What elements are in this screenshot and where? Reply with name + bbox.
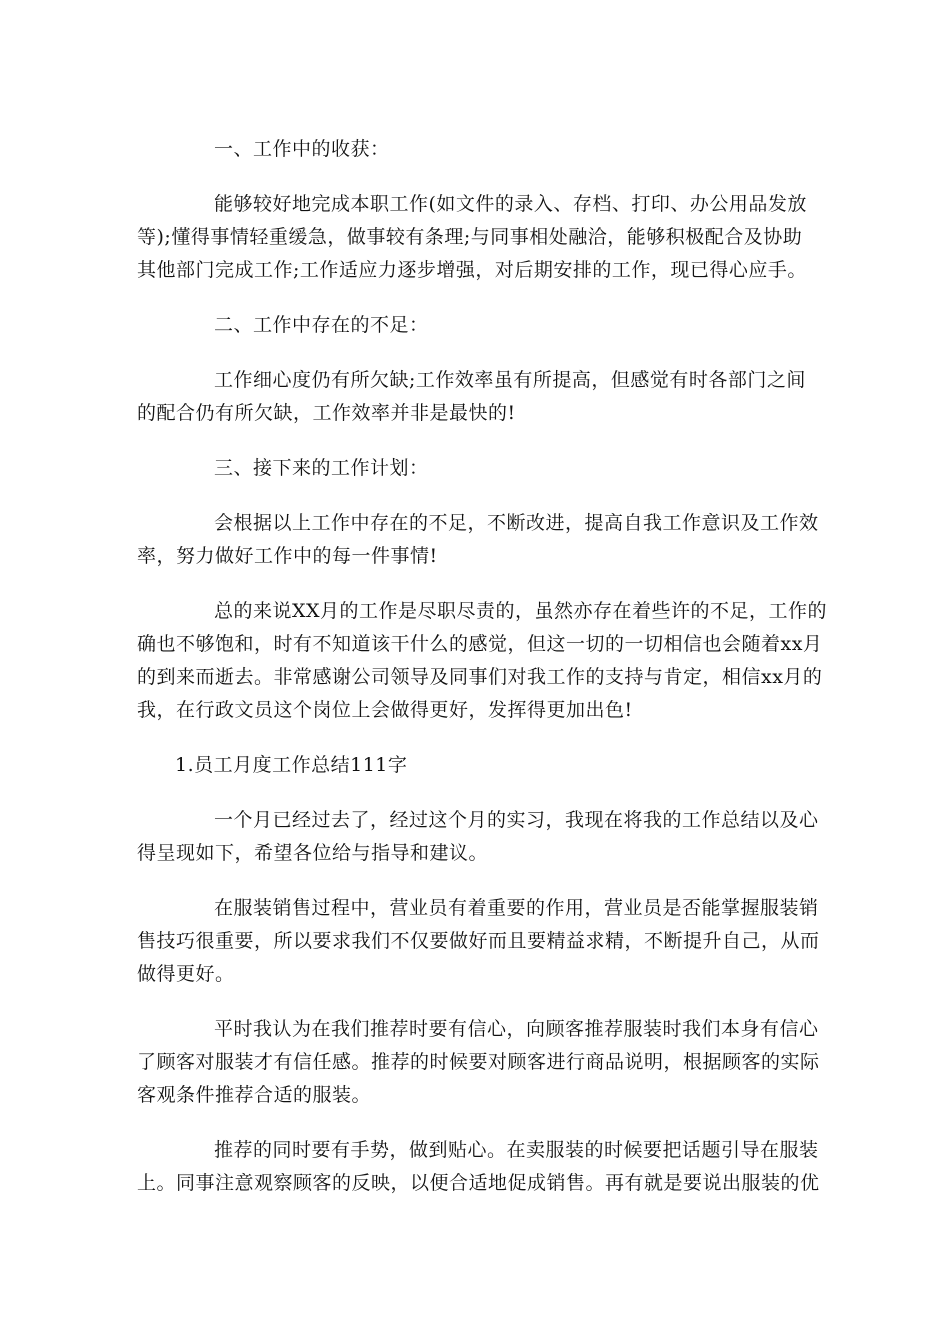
numbered-heading: 1.员工月度工作总结111字 <box>175 754 408 776</box>
paragraph-line: 率，努力做好工作中的每一件事情! <box>137 545 438 567</box>
paragraph-line: 得呈现如下，希望各位给与指导和建议。 <box>137 842 489 864</box>
paragraph-line: 在服装销售过程中，营业员有着重要的作用，营业员是否能掌握服装销 <box>214 897 819 919</box>
paragraph-line: 一个月已经过去了，经过这个月的实习，我现在将我的工作总结以及心 <box>214 809 819 831</box>
paragraph-line: 了顾客对服装才有信任感。推荐的时候要对顾客进行商品说明，根据顾客的实际 <box>137 1051 820 1073</box>
paragraph-line: 做得更好。 <box>137 963 235 985</box>
paragraph-line: 客观条件推荐合适的服装。 <box>137 1084 372 1106</box>
paragraph-line: 推荐的同时要有手势，做到贴心。在卖服装的时候要把话题引导在服装 <box>214 1139 819 1161</box>
paragraph-line: 其他部门完成工作;工作适应力逐步增强，对后期安排的工作，现已得心应手。 <box>137 259 807 281</box>
section-heading-plan: 三、接下来的工作计划： <box>214 457 429 479</box>
paragraph-line: 能够较好地完成本职工作(如文件的录入、存档、打印、办公用品发放 <box>214 193 807 215</box>
section-heading-gains: 一、工作中的收获： <box>214 138 390 160</box>
section-heading-shortcomings: 二、工作中存在的不足： <box>214 314 429 336</box>
paragraph-line: 的配合仍有所欠缺，工作效率并非是最快的! <box>137 402 516 424</box>
paragraph-line: 我，在行政文员这个岗位上会做得更好，发挥得更加出色! <box>137 699 633 721</box>
paragraph-line: 工作细心度仍有所欠缺;工作效率虽有所提高，但感觉有时各部门之间 <box>214 369 806 391</box>
paragraph-line: 的到来而逝去。非常感谢公司领导及同事们对我工作的支持与肯定，相信xx月的 <box>137 666 823 688</box>
paragraph-line: 上。同事注意观察顾客的反映，以便合适地促成销售。再有就是要说出服装的优 <box>137 1172 820 1194</box>
paragraph-line: 售技巧很重要，所以要求我们不仅要做好而且要精益求精，不断提升自己，从而 <box>137 930 820 952</box>
paragraph-line: 会根据以上工作中存在的不足，不断改进，提高自我工作意识及工作效 <box>214 512 819 534</box>
paragraph-line: 确也不够饱和，时有不知道该干什么的感觉，但这一切的一切相信也会随着xx月 <box>137 633 823 655</box>
paragraph-line: 等);懂得事情轻重缓急，做事较有条理;与同事相处融洽，能够积极配合及协助 <box>137 226 803 248</box>
paragraph-line: 总的来说XX月的工作是尽职尽责的，虽然亦存在着些许的不足，工作的 <box>214 600 828 622</box>
paragraph-line: 平时我认为在我们推荐时要有信心，向顾客推荐服装时我们本身有信心 <box>214 1018 819 1040</box>
